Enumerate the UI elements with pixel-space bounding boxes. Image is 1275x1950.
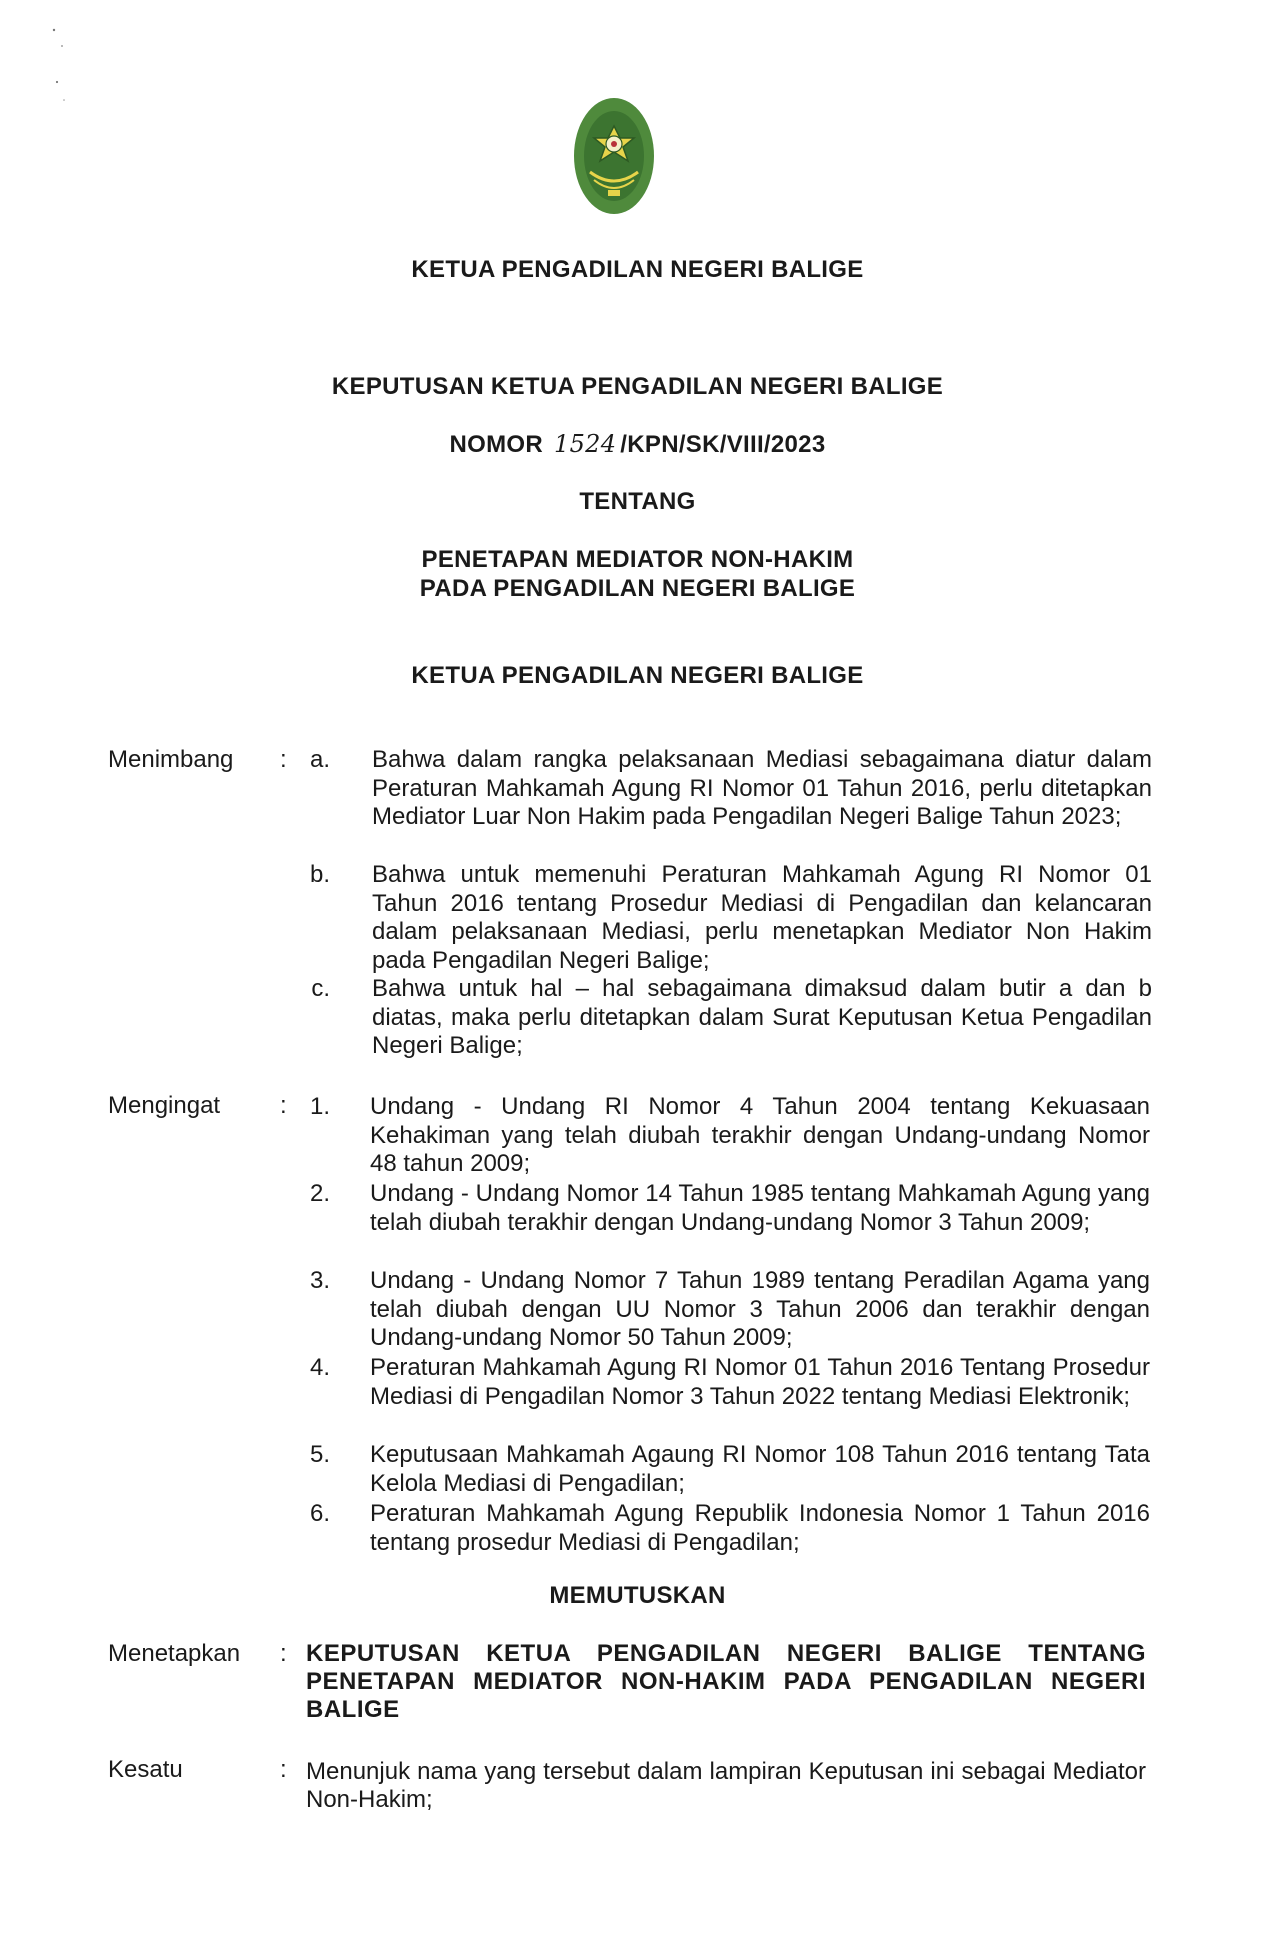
item-text: Bahwa untuk memenuhi Peraturan Mahkamah Agung RI Nomor 01 Tahun 2016 tentang Prosedur Mediasi di Pengadilan dan kelancaran dalam pelaksanaan Mediasi, perlu menetapkan Mediator Non Hakim pada Pengadilan Negeri Balige; (372, 861, 1152, 974)
memutuskan-heading: MEMUTUSKAN (549, 1582, 726, 1609)
item-marker: a. (309, 746, 330, 773)
number-prefix: NOMOR (449, 431, 544, 458)
item-text: Peraturan Mahkamah Agung RI Nomor 01 Tahun 2016 Tentang Prosedur Mediasi di Pengadilan Nomor 3 Tahun 2022 tentang Mediasi Elektronik; (370, 1354, 1150, 1410)
decree-number (0, 430, 1275, 459)
menetapkan-text: KEPUTUSAN KETUA PENGADILAN NEGERI BALIGE TENTANG PENETAPAN MEDIATOR NON-HAKIM PADA PENGADILAN NEGERI BALIGE (306, 1640, 1146, 1723)
menimbang-label: Menimbang (108, 746, 234, 773)
scan-specks (40, 20, 80, 110)
item-marker: b. (309, 861, 330, 888)
item-marker: 5. (309, 1441, 330, 1468)
item-marker: c. (311, 975, 330, 1002)
item-text: Peraturan Mahkamah Agung Republik Indonesia Nomor 1 Tahun 2016 tentang prosedur Mediasi di Pengadilan; (370, 1500, 1150, 1556)
item-text: Undang - Undang RI Nomor 4 Tahun 2004 tentang Kekuasaan Kehakiman yang telah diubah terakhir dengan Undang-undang Nomor 48 tahun 2009; (370, 1093, 1150, 1177)
item-text: Bahwa untuk hal – hal sebagaimana dimaksud dalam butir a dan b diatas, maka perlu ditetapkan dalam Surat Keputusan Ketua Pengadilan Negeri Balige; (372, 975, 1152, 1059)
kesatu-colon: : (280, 1756, 287, 1783)
menetapkan-colon: : (280, 1640, 287, 1667)
kesatu-label: Kesatu (108, 1756, 183, 1783)
number-handwritten: 1524 (554, 430, 617, 458)
subject-line-1: PENETAPAN MEDIATOR NON-HAKIM (421, 546, 854, 573)
menimbang-colon: : (280, 746, 287, 773)
court-seal-logo (568, 92, 660, 227)
item-marker: 6. (309, 1500, 330, 1527)
mengingat-label: Mengingat (108, 1092, 221, 1119)
kesatu-text: Menunjuk nama yang tersebut dalam lampiran Keputusan ini sebagai Mediator Non-Hakim; (306, 1758, 1146, 1813)
item-text: Bahwa dalam rangka pelaksanaan Mediasi sebagaimana diatur dalam Peraturan Mahkamah Agung RI Nomor 01 Tahun 2016, perlu ditetapkan Mediator Luar Non Hakim pada Pengadilan Negeri Balige Tahun 2023; (372, 746, 1152, 830)
item-text: Undang - Undang Nomor 14 Tahun 1985 tentang Mahkamah Agung yang telah diubah terakhir dengan Undang-undang Nomor 3 Tahun 2009; (370, 1180, 1150, 1236)
number-suffix: /KPN/SK/VIII/2023 (620, 431, 826, 458)
item-text: Keputusaan Mahkamah Agaung RI Nomor 108 Tahun 2016 tentang Tata Kelola Mediasi di Pengadilan; (370, 1441, 1150, 1497)
item-text: Undang - Undang Nomor 7 Tahun 1989 tentang Peradilan Agama yang telah diubah dengan UU Nomor 3 Tahun 2006 dan terakhir dengan Undang-undang Nomor 50 Tahun 2009; (370, 1267, 1150, 1351)
about-heading: TENTANG (579, 488, 696, 515)
menetapkan-label: Menetapkan (108, 1640, 241, 1667)
item-marker: 2. (309, 1180, 330, 1207)
subject-line-2: PADA PENGADILAN NEGERI BALIGE (419, 575, 856, 602)
item-marker: 1. (309, 1093, 330, 1120)
issuer-heading: KETUA PENGADILAN NEGERI BALIGE (411, 662, 864, 689)
decree-title: KEPUTUSAN KETUA PENGADILAN NEGERI BALIGE (331, 373, 944, 400)
item-marker: 3. (309, 1267, 330, 1294)
item-marker: 4. (309, 1354, 330, 1381)
office-title: KETUA PENGADILAN NEGERI BALIGE (411, 256, 864, 283)
mengingat-colon: : (280, 1092, 287, 1119)
